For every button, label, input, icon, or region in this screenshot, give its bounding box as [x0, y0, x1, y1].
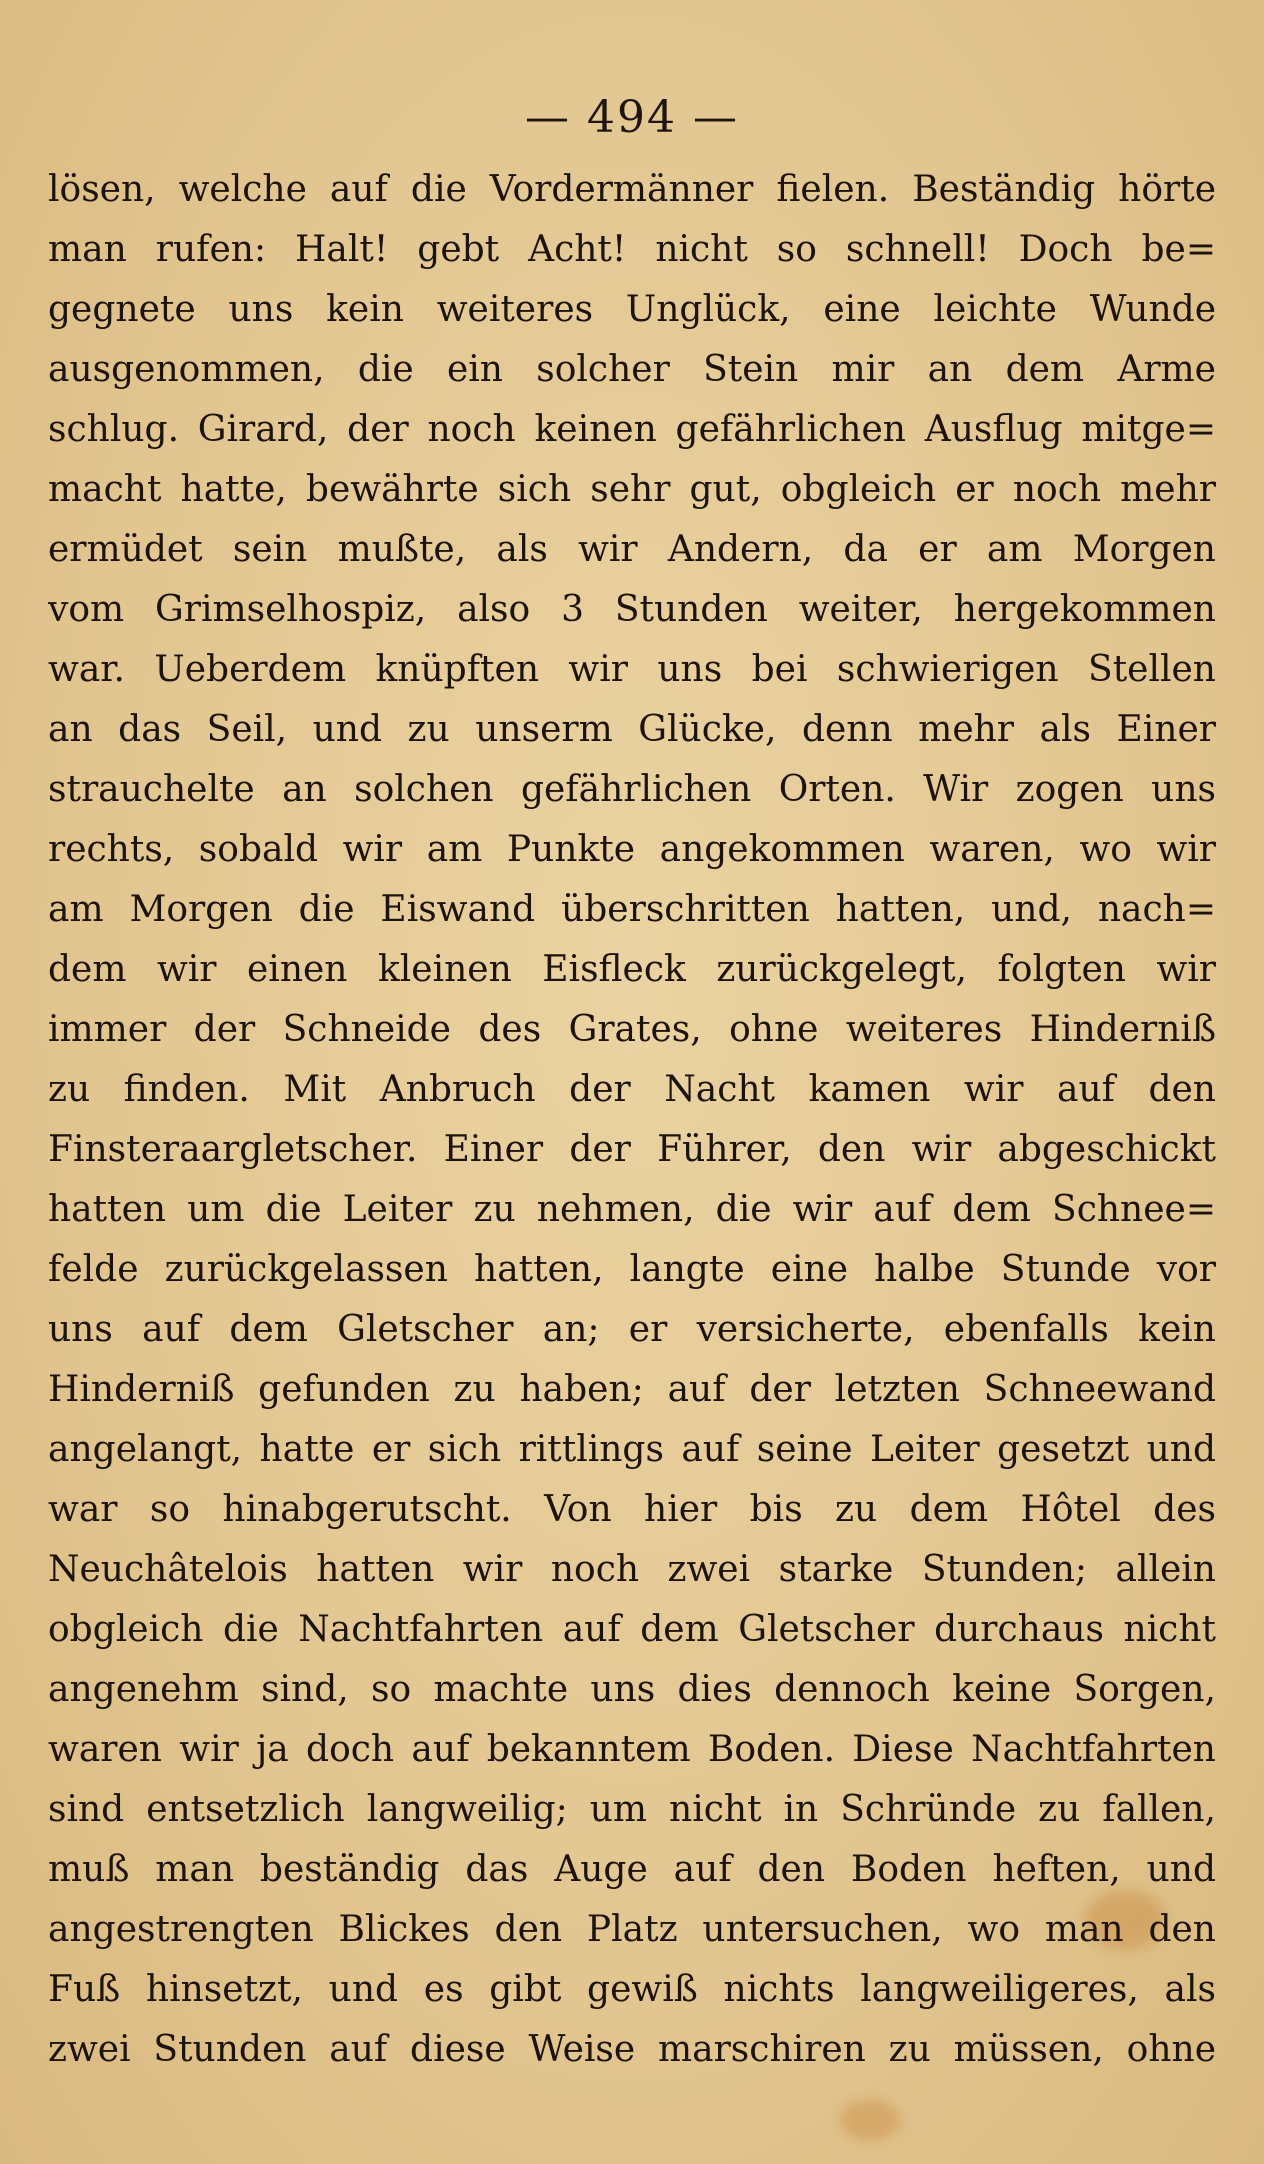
text-line: angestrengten Blickes den Platz untersuchen, wo man den — [48, 1909, 1216, 1950]
text-line: Finsteraargletscher. Einer der Führer, den wir abgeschickt — [48, 1129, 1216, 1170]
body-text — [48, 160, 1216, 2080]
text-line: Hinderniß gefunden zu haben; auf der letzten Schneewand — [48, 1369, 1216, 1410]
text-line: felde zurückgelassen hatten, langte eine halbe Stunde vor — [48, 1249, 1216, 1290]
text-line: muß man beständig das Auge auf den Boden heften, und — [48, 1849, 1216, 1890]
text-line: gegnete uns kein weiteres Unglück, eine leichte Wunde — [48, 289, 1216, 330]
text-line: angenehm sind, so machte uns dies dennoch keine Sorgen, — [48, 1669, 1216, 1710]
text-line: am Morgen die Eiswand überschritten hatten, und, nach= — [48, 889, 1216, 930]
text-line: waren wir ja doch auf bekanntem Boden. Diese Nachtfahrten — [48, 1729, 1216, 1770]
text-line: ermüdet sein mußte, als wir Andern, da er am Morgen — [48, 529, 1216, 570]
text-line: uns auf dem Gletscher an; er versicherte, ebenfalls kein — [48, 1309, 1216, 1350]
text-line: Fuß hinsetzt, und es gibt gewiß nichts langweiligeres, als — [48, 1969, 1216, 2010]
text-line: war so hinabgerutscht. Von hier bis zu dem Hôtel des — [48, 1489, 1216, 1530]
text-line: hatten um die Leiter zu nehmen, die wir auf dem Schnee= — [48, 1189, 1216, 1230]
text-line: schlug. Girard, der noch keinen gefährlichen Ausflug mitge= — [48, 409, 1216, 450]
text-line: man rufen: Halt! gebt Acht! nicht so schnell! Doch be= — [48, 229, 1216, 270]
text-line: ausgenommen, die ein solcher Stein mir an dem Arme — [48, 349, 1216, 390]
text-line: war. Ueberdem knüpften wir uns bei schwierigen Stellen — [48, 649, 1216, 690]
text-line: dem wir einen kleinen Eisfleck zurückgelegt, folgten wir — [48, 949, 1216, 990]
text-line: sind entsetzlich langweilig; um nicht in Schründe zu fallen, — [48, 1789, 1216, 1830]
text-line: macht hatte, bewährte sich sehr gut, obgleich er noch mehr — [48, 469, 1216, 510]
text-line: zu finden. Mit Anbruch der Nacht kamen wir auf den — [48, 1069, 1216, 1110]
text-line: immer der Schneide des Grates, ohne weiteres Hinderniß — [48, 1009, 1216, 1050]
text-line: obgleich die Nachtfahrten auf dem Gletscher durchaus nicht — [48, 1609, 1216, 1650]
text-line: an das Seil, und zu unserm Glücke, denn mehr als Einer — [48, 709, 1216, 750]
text-line: zwei Stunden auf diese Weise marschiren zu müssen, ohne — [48, 2029, 1216, 2070]
text-line: Neuchâtelois hatten wir noch zwei starke Stunden; allein — [48, 1549, 1216, 1590]
text-line: strauchelte an solchen gefährlichen Orten. Wir zogen uns — [48, 769, 1216, 810]
text-line: vom Grimselhospiz, also 3 Stunden weiter, hergekommen — [48, 589, 1216, 630]
paper-stain — [840, 2100, 900, 2140]
text-line: angelangt, hatte er sich rittlings auf seine Leiter gesetzt und — [48, 1429, 1216, 1470]
page-number: — 494 — — [525, 92, 739, 143]
text-line: lösen, welche auf die Vordermänner fielen. Beständig hörte — [48, 169, 1216, 210]
text-line: rechts, sobald wir am Punkte angekommen waren, wo wir — [48, 829, 1216, 870]
